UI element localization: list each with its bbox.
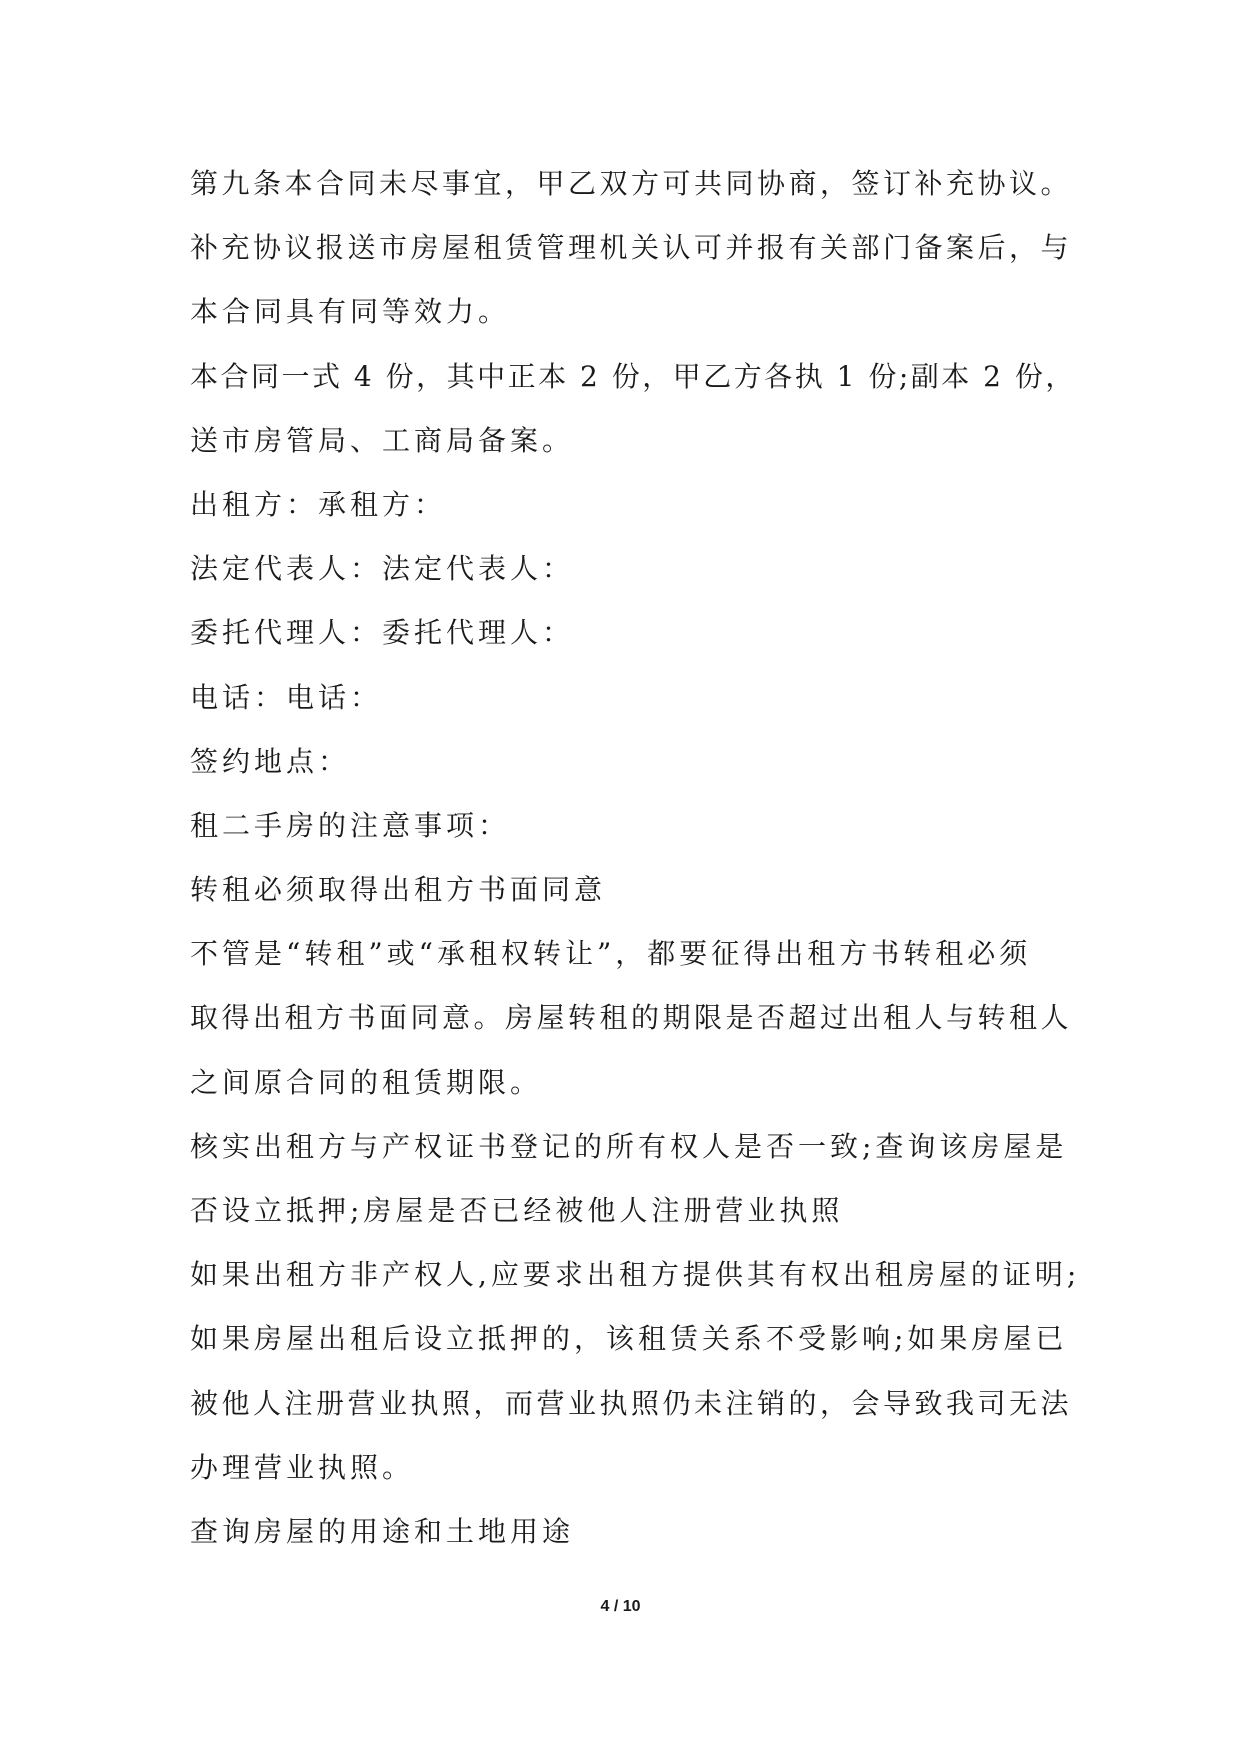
page-number: 4 / 10 [600,1598,641,1615]
text-line: 查询房屋的用途和土地用途 [190,1514,575,1548]
text-line: 之间原合同的租赁期限。 [190,1065,543,1099]
text-line: 核实出租方与产权证书登记的所有权人是否一致;查询该房屋是 [190,1129,1068,1163]
text-line: 法定代表人：法定代表人： [190,552,575,586]
text-line: 否设立抵押;房屋是否已经被他人注册营业执照 [190,1194,844,1227]
text-line: 取得出租方书面同意。房屋转租的期限是否超过出租人与转租人 [190,1001,1073,1035]
text-line: 如果出租方非产权人,应要求出租方提供其有权出租房屋的证明; [190,1258,1081,1292]
text-line: 被他人注册营业执照，而营业执照仍未注销的，会导致我司无法 [190,1386,1073,1420]
text-line: 委托代理人：委托代理人： [190,616,575,650]
text-line: 办理营业执照。 [190,1450,415,1484]
text-line: 签约地点： [190,744,351,778]
text-line: 电话：电话： [190,680,383,714]
document-body [190,152,1080,1564]
text-line: 送市房管局、工商局备案。 [190,423,575,457]
text-line: 本合同一式 4 份，其中正本 2 份，甲乙方各执 1 份;副本 2 份， [190,359,1076,393]
text-line: 出租方：承租方： [190,487,447,521]
text-line: 补充协议报送市房屋租赁管理机关认可并报有关部门备案后，与 [190,231,1073,265]
text-line: 租二手房的注意事项： [190,808,511,842]
text-line: 如果房屋出租后设立抵押的，该租赁关系不受影响;如果房屋已 [190,1322,1068,1356]
text-line: 本合同具有同等效力。 [190,295,511,329]
text-line: 转租必须取得出租方书面同意 [190,873,607,907]
text-line: 不管是“转租”或“承租权转让”，都要征得出租方书转租必须 [190,937,1032,971]
text-line: 第九条本合同未尽事宜，甲乙双方可共同协商，签订补充协议。 [190,167,1073,200]
